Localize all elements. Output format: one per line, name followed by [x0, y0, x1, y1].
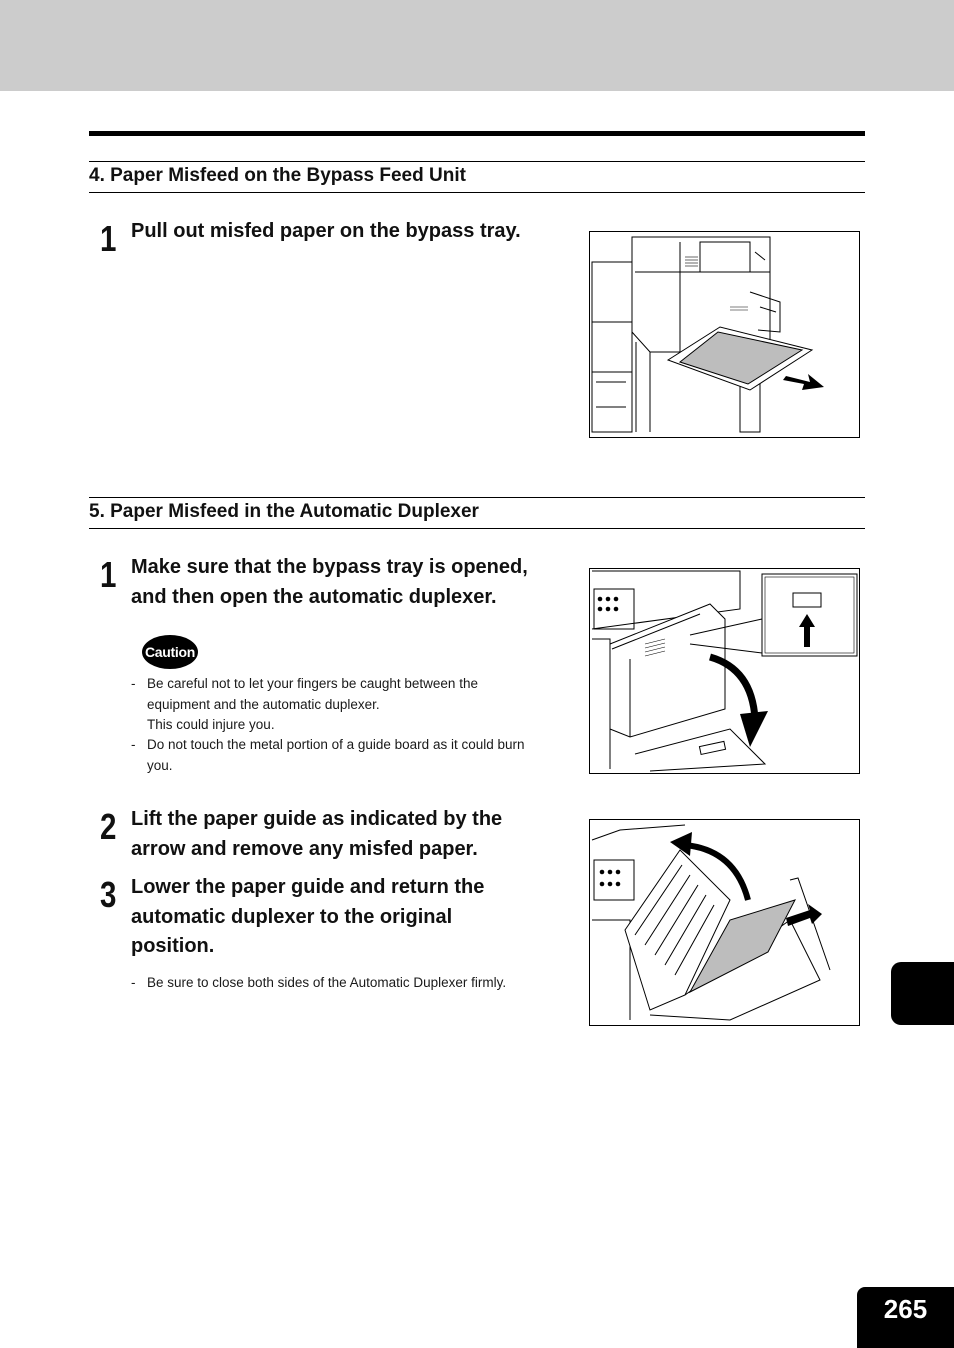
- step-instruction-line: Make sure that the bypass tray is opened,: [131, 556, 528, 578]
- step-instruction-line: and then open the automatic duplexer.: [131, 585, 497, 608]
- caution-note: [131, 735, 571, 776]
- step-instruction-line: Pull out misfed paper on the bypass tray.: [131, 220, 521, 242]
- caution-note: [131, 674, 571, 736]
- note-dash: -: [131, 676, 136, 691]
- chapter-tab: [891, 962, 954, 1025]
- header-band: [0, 0, 954, 91]
- note-dash: -: [131, 975, 136, 990]
- note-line: Be sure to close both sides of the Automatic Duplexer firmly.: [147, 975, 507, 990]
- step-instruction-line: automatic duplexer to the original: [131, 905, 453, 928]
- step-number: 1: [100, 554, 117, 595]
- note-line: Be careful not to let your fingers be caught between the: [147, 676, 478, 691]
- paper-guide-illustration: [589, 819, 860, 1026]
- note-line: Do not touch the metal portion of a guide board as it could burn: [147, 737, 525, 752]
- step-instruction-line: Lower the paper guide and return the: [131, 876, 485, 898]
- note-dash: -: [131, 737, 136, 752]
- step-number: 2: [100, 806, 117, 847]
- step-instruction: [131, 553, 571, 612]
- step-number: 1: [100, 218, 117, 259]
- step-instruction: [131, 217, 571, 247]
- step-instruction-line: Lift the paper guide as indicated by the: [131, 808, 503, 830]
- step-instruction-line: position.: [131, 935, 215, 957]
- bypass-tray-illustration: [589, 231, 860, 438]
- section-5-heading: [89, 497, 865, 529]
- section-4-title: 4. Paper Misfeed on the Bypass Feed Unit: [89, 165, 466, 186]
- section-5-title: 5. Paper Misfeed in the Automatic Duplexer: [89, 501, 479, 522]
- caution-badge: Caution: [142, 635, 198, 669]
- page-number: 265: [857, 1287, 954, 1348]
- top-rule: [89, 131, 865, 136]
- step-note: [131, 973, 571, 994]
- open-duplexer-illustration: [589, 568, 860, 774]
- section-4-heading: [89, 161, 865, 193]
- step-instruction: [131, 873, 571, 962]
- step-instruction: [131, 805, 571, 864]
- note-line: This could injure you.: [147, 717, 275, 732]
- note-line: equipment and the automatic duplexer.: [147, 696, 380, 712]
- step-instruction-line: arrow and remove any misfed paper.: [131, 837, 478, 860]
- note-line: you.: [147, 757, 173, 773]
- step-number: 3: [100, 874, 117, 915]
